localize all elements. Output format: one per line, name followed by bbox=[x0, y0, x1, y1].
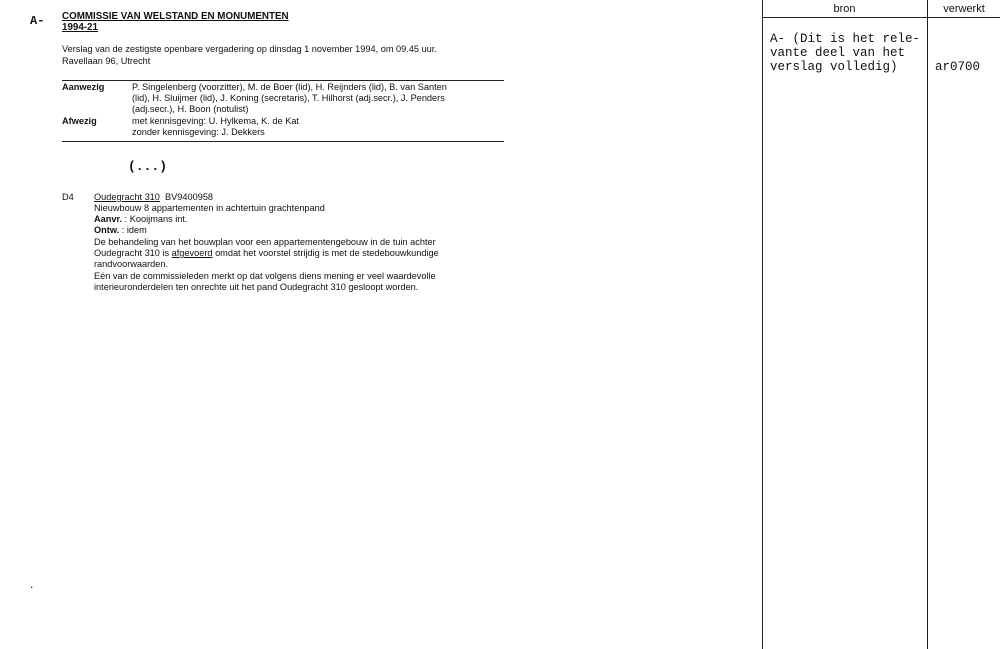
document-title: COMMISSIE VAN WELSTAND EN MONUMENTEN bbox=[62, 11, 289, 22]
item-applicant bbox=[94, 214, 187, 226]
designer-label: Ontw. bbox=[94, 225, 120, 235]
item-heading bbox=[94, 192, 213, 204]
sidebar-header-rule bbox=[762, 17, 1000, 18]
sidebar-left-border bbox=[762, 0, 763, 649]
present-line: (adj.secr.), H. Boon (notulist) bbox=[132, 104, 249, 114]
item-description: Nieuwbouw 8 appartementen in achtertuin grachtenpand bbox=[94, 203, 325, 213]
item-paragraph-line bbox=[94, 248, 439, 260]
bron-note-line: vante deel van het bbox=[770, 46, 906, 60]
absent-line: met kennisgeving: U. Hylkema, K. de Kat bbox=[132, 116, 299, 126]
applicant-label: Aanvr. bbox=[94, 214, 123, 224]
item-code: D4 bbox=[62, 192, 74, 202]
item-paragraph-line: Eén van de commissieleden merkt op dat volgens diens mening er veel waardevolle bbox=[94, 271, 436, 281]
omission-marker: (...) bbox=[128, 159, 168, 174]
item-designer bbox=[94, 225, 147, 237]
item-reference: BV9400958 bbox=[165, 192, 214, 202]
present-label: Aanwezig bbox=[62, 82, 105, 92]
meeting-location: Ravellaan 96, Utrecht bbox=[62, 56, 151, 66]
bron-note-line: A- (Dit is het rele- bbox=[770, 32, 921, 46]
text-segment: Oudegracht 310 is bbox=[94, 248, 172, 258]
designer-value: : idem bbox=[121, 225, 147, 235]
item-paragraph-line: interieuronderdelen ten onrechte uit het pand Oudegracht 310 gesloopt worden. bbox=[94, 282, 419, 292]
sidebar-column-divider bbox=[927, 0, 928, 649]
bron-column-header: bron bbox=[833, 3, 856, 15]
margin-mark: A- bbox=[30, 14, 45, 28]
absent-label: Afwezig bbox=[62, 116, 97, 126]
absent-line: zonder kennisgeving: J. Dekkers bbox=[132, 127, 265, 137]
bron-note-line: verslag volledig) bbox=[770, 60, 898, 74]
document-year: 1994-21 bbox=[62, 22, 98, 33]
verwerkt-column-header: verwerkt bbox=[943, 3, 985, 15]
present-line: P. Singelenberg (voorzitter), M. de Boer (lid), H. Reijnders (lid), B. van Santen bbox=[132, 82, 447, 92]
attendance-top-rule bbox=[62, 80, 504, 81]
attendance-bottom-rule bbox=[62, 141, 504, 142]
applicant-value: : Kooijmans int. bbox=[124, 214, 188, 224]
item-paragraph-line: randvoorwaarden. bbox=[94, 259, 169, 269]
verwerkt-value: ar0700 bbox=[935, 60, 981, 74]
bottom-margin-dot: . bbox=[30, 577, 34, 591]
item-paragraph-line: De behandeling van het bouwplan voor een appartementengebouw in de tuin achter bbox=[94, 237, 436, 247]
item-address: Oudegracht 310 bbox=[94, 192, 160, 202]
present-line: (lid), H. Sluijmer (lid), J. Koning (secretaris), T. Hilhorst (adj.secr.), J. Penders bbox=[132, 93, 445, 103]
decision-afgevoerd: afgevoerd bbox=[171, 248, 213, 258]
meeting-intro: Verslag van de zestigste openbare vergadering op dinsdag 1 november 1994, om 09.45 uur. bbox=[62, 44, 437, 54]
text-segment: omdat het voorstel strijdig is met de stedebouwkundige bbox=[212, 248, 439, 258]
